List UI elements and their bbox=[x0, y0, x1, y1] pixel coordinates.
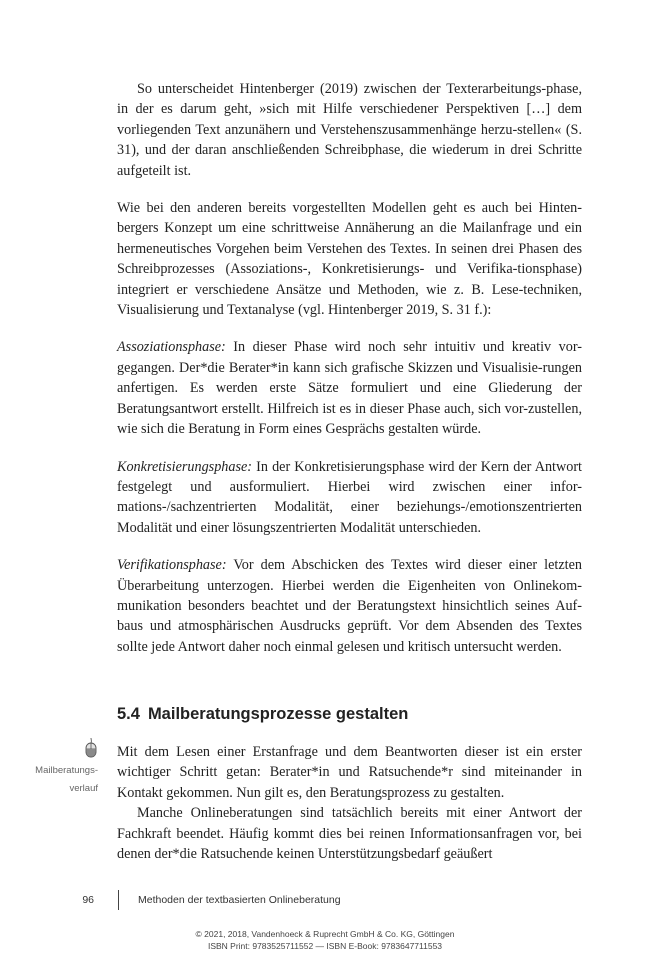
phase-term: Verifikationsphase: bbox=[117, 557, 227, 574]
section-paragraph: Mit dem Lesen einer Erstanfrage und dem Beantworten dieser ist ein erster wichtiger Schritt getan: Berater*in und Ratsuchende*r sind miteinander in Kontakt gekommen. Nun gilt es, den Beratungsprozess zu gestalten. bbox=[117, 744, 582, 801]
phase-concretization bbox=[117, 457, 582, 539]
phase-term: Assoziationsphase: bbox=[117, 339, 226, 356]
section-paragraph: Manche Onlineberatungen sind tatsächlich bereits mit einer Antwort der Fachkraft beendet. Häufig kommt dies bei reinen Informationsanfragen vor, bei denen der*die Ratsuchende keinen Unterstützungsbedarf geäußert bbox=[117, 805, 582, 863]
margin-label: Mailberatungs-verlauf bbox=[35, 765, 98, 794]
section-body bbox=[117, 742, 582, 864]
concept-paragraph: Wie bei den anderen bereits vorgestellten Modellen geht es auch bei Hinten-bergers Konzept um eine schrittweise Annäherung an die Mailanfrage und ein hermeneutisches Vorgehen beim Verstehen des Textes. In seinen drei Phasen des Schreibprozesses (Assoziations-, Konkretisierungs- und Verifika-tionsphase) integriert er verschiedene Ansätze und Methoden, wie z. B. Lese-techniken, Visualisierung und Textanalyse (vgl. Hintenberger 2019, S. 31 f.): bbox=[117, 200, 582, 319]
page-number: 96 bbox=[82, 894, 94, 906]
phase-verification bbox=[117, 555, 582, 657]
section-title: Mailberatungsprozesse gestalten bbox=[147, 705, 409, 723]
main-text bbox=[117, 79, 582, 657]
isbn-line: ISBN Print: 9783525711552 — ISBN E-Book: 9783647711553 bbox=[207, 941, 443, 951]
phase-term: Konkretisierungsphase: bbox=[117, 458, 253, 475]
phase-text: In der Konkretisierungsphase wird der Kern der Antwort festgelegt und ausformuliert. Hierbei wird zwischen einer infor-mations-/sachzentrierten Modalität, einer beziehungs-/emotionszentrierten Modalität und einer lösungszentrierten Modalität unterschieden. bbox=[117, 458, 582, 536]
computer-mouse-icon bbox=[84, 738, 98, 758]
copyright-notice bbox=[0, 928, 650, 952]
intro-paragraph: So unterscheidet Hintenberger (2019) zwischen der Texterarbeitungs-phase, in der es darum geht, »sich mit Hilfe verschiedener Perspektiven […] dem vorliegenden Text anzunähern und Verstehenszusammenhänge herzu-stellen« (S. 31), und der daran anschließenden Schreibphase, die wiederum in drei Schritte aufgeteilt ist. bbox=[117, 81, 582, 179]
footer-divider bbox=[118, 890, 119, 910]
phase-text: Vor dem Abschicken des Textes wird dieser einer letzten Überarbeitung unterzogen. Hierbei werden die Eigenheiten von Onlinekom-munikation besonders beachtet und der Beratungstext hinsichtlich seines Auf-baus und atmosphärischen Ausdrucks geprüft. Vor dem Absenden des Textes sollte jede Antwort daher noch einmal gelesen und kritisch untersucht werden. bbox=[117, 557, 582, 655]
margin-note bbox=[24, 738, 98, 796]
section-number: 5.4 bbox=[117, 705, 140, 723]
phase-text: In dieser Phase wird noch sehr intuitiv und kreativ vor-gegangen. Der*die Berater*in kann sich grafische Skizzen und Visualisie-rungen anfertigen. Es werden erste Sätze formuliert und eine Gliederung der Beratungsantwort erstellt. Hilfreich ist es in dieser Phase auch, sich vor-zustellen, wie sich die Beratung in Form eines Gesprächs gestalten würde. bbox=[117, 339, 582, 438]
running-title: Methoden der textbasierten Onlineberatung bbox=[138, 894, 341, 906]
page-footer bbox=[0, 888, 650, 914]
section-heading bbox=[117, 705, 582, 724]
phase-association bbox=[117, 337, 582, 439]
copyright-line: © 2021, 2018, Vandenhoeck & Ruprecht GmbH & Co. KG, Göttingen bbox=[195, 929, 455, 939]
